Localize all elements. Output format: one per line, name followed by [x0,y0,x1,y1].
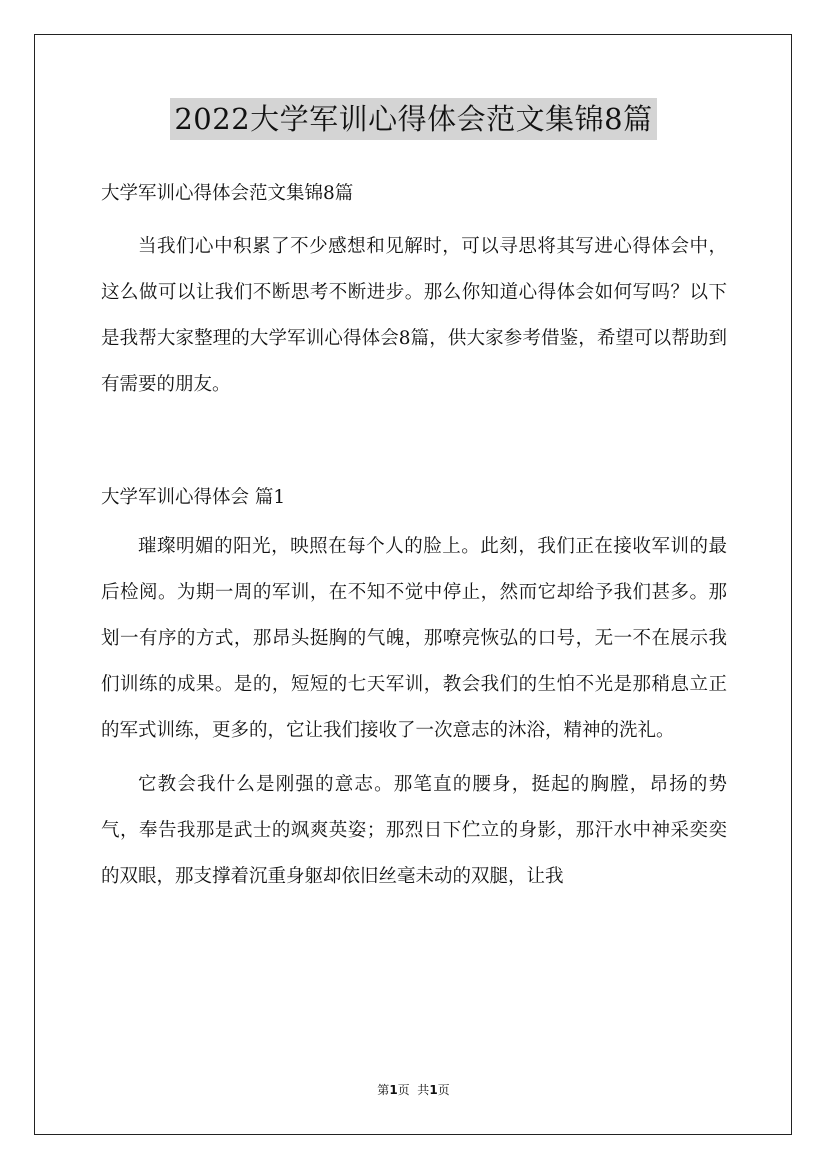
section-paragraph: 璀璨明媚的阳光，映照在每个人的脸上。此刻，我们正在接收军训的最后检阅。为期一周的军训，在不知不觉中停止，然而它却给予我们甚多。那划一有序的方式，那昂头挺胸的气魄，那嘹亮恢弘的口号，无一不在展示我们训练的成果。是的，短短的七天军训，教会我们的生怕不光是那稍息立正的军式训练，更多的，它让我们接收了一次意志的沐浴，精神的洗礼。 [101,536,727,741]
section-heading: 大学军训心得体会 篇1 [101,487,286,508]
document-body [101,174,727,900]
title-area [0,98,827,140]
section-paragraph: 它教会我什么是刚强的意志。那笔直的腰身，挺起的胸膛，昂扬的势气，奉告我那是武士的飒爽英姿；那烈日下伫立的身影，那汗水中神采奕奕的双眼，那支撑着沉重身躯却依旧丝毫未动的双腿，让我 [101,774,727,887]
document-title: 2022大学军训心得体会范文集锦8篇 [170,98,656,140]
page-footer [0,1081,827,1098]
footer-prefix: 第 [377,1083,390,1097]
intro-paragraph: 当我们心中积累了不少感想和见解时，可以寻思将其写进心得体会中，这么做可以让我们不断思考不断进步。那么你知道心得体会如何写吗？以下是我帮大家整理的大学军训心得体会8篇，供大家参考借鉴，希望可以帮助到有需要的朋友。 [101,236,727,395]
footer-middle: 页 共 [397,1083,430,1097]
document-subtitle: 大学军训心得体会范文集锦8篇 [101,183,354,204]
footer-page-total: 1 [429,1083,438,1097]
footer-suffix: 页 [437,1083,450,1097]
footer-page-current: 1 [389,1083,398,1097]
